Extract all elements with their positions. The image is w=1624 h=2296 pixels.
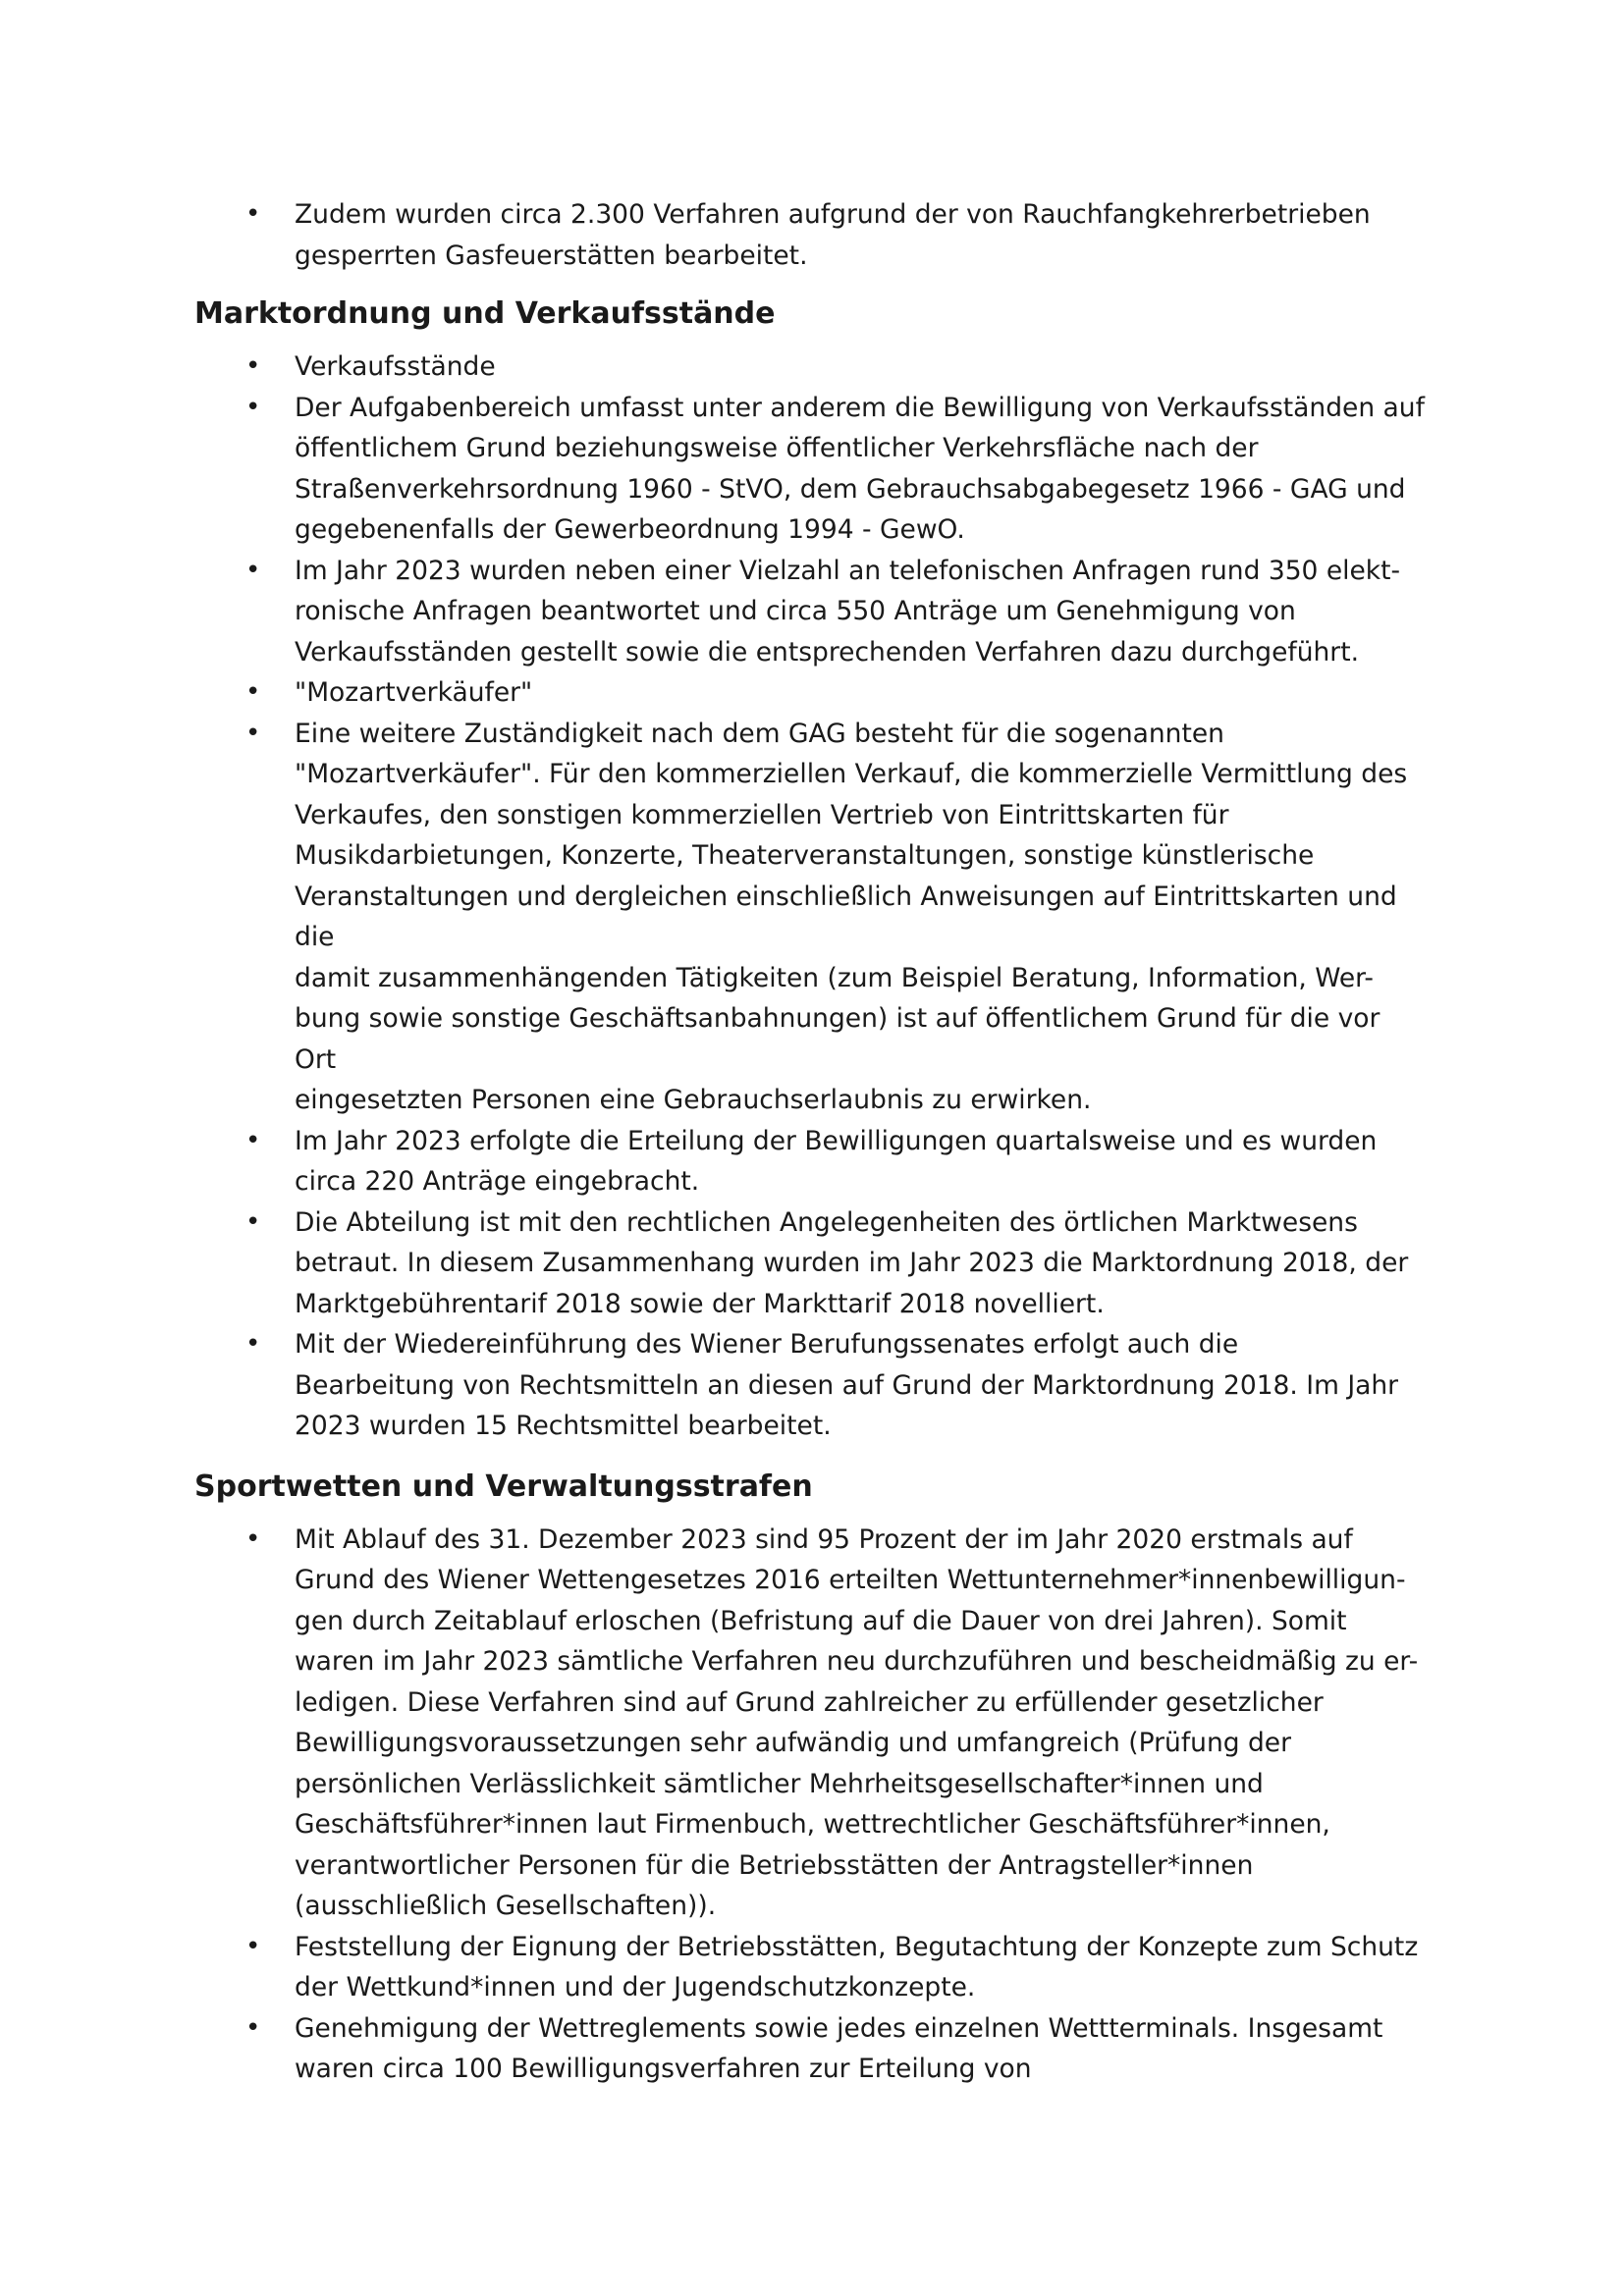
list-item-text: Der Aufgabenbereich umfasst unter anderem die Bewilligung von Verkaufsständen auf öffentlichem Grund beziehungsweise öffentlicher Verkehrsfläche nach der Straßenverkehrsordnung 1960 - StVO, dem Gebrauchsabgabegesetz 1966 - GAG und gegebenenfalls der Gewerbeordnung 1994 - GewO.	[295, 392, 1425, 545]
list-item	[194, 714, 1437, 1121]
bullet-icon: •	[245, 1329, 261, 1359]
list-item	[194, 672, 1437, 714]
bullet-icon: •	[245, 677, 261, 707]
list-item	[194, 194, 1437, 276]
list-item-text: Verkaufsstände	[295, 351, 496, 382]
list-item-text: Feststellung der Eignung der Betriebsstätten, Begutachtung der Konzepte zum Schutz der Wettkund*innen und der Jugendschutzkonzepte.	[295, 1931, 1419, 2002]
bullet-icon: •	[245, 1206, 261, 1237]
section-heading-marktordnung: Marktordnung und Verkaufsstände	[194, 296, 776, 331]
bullet-icon: •	[245, 1523, 261, 1554]
list-item-text: Genehmigung der Wettreglements sowie jedes einzelnen Wettterminals. Insgesamt waren circa 100 Bewilligungsverfahren zur Erteilung von	[295, 2012, 1383, 2084]
bullet-icon: •	[245, 351, 261, 381]
list-item	[194, 2008, 1437, 2090]
sportwetten-list	[194, 1520, 1471, 2090]
list-item	[194, 388, 1437, 551]
bullet-icon: •	[245, 555, 261, 585]
bullet-icon: •	[245, 392, 261, 422]
page-content	[194, 194, 1471, 2090]
bullet-icon: •	[245, 1125, 261, 1155]
bullet-icon: •	[245, 199, 261, 229]
list-item-text: Eine weitere Zuständigkeit nach dem GAG besteht für die sogenannten "Mozartverkäufer". Für den kommerziellen Verkauf, die kommerzielle Vermittlung des Verkaufes, den sonstigen kommerziellen Vertrieb von Eintrittskarten für Musikdarbietungen, Konzerte, Theaterveranstaltungen, sonstige künstlerische Veranstaltungen und dergleichen einschließlich Anweisungen auf Eintrittskarten und die damit zusammenhängenden Tätigkeiten (zum Beispiel Beratung, Information, Wer- bung sowie sonstige Geschäftsanbahnungen) ist auf öffentlichem Grund für die vor Ort eingesetzten Personen eine Gebrauchserlaubnis zu erwirken.	[295, 718, 1408, 1115]
section-heading-sportwetten: Sportwetten und Verwaltungsstrafen	[194, 1468, 813, 1504]
list-item-text: "Mozartverkäufer"	[295, 677, 533, 708]
list-item-text: Mit der Wiedereinführung des Wiener Berufungssenates erfolgt auch die Bearbeitung von Rechtsmitteln an diesen auf Grund der Marktordnung 2018. Im Jahr 2023 wurden 15 Rechtsmittel bearbeitet.	[295, 1329, 1399, 1441]
list-item	[194, 347, 1437, 388]
list-item-text: Die Abteilung ist mit den rechtlichen Angelegenheiten des örtlichen Marktwesens betraut. In diesem Zusammenhang wurden im Jahr 2023 die Marktordnung 2018, der Marktgebührentarif 2018 sowie der Markttarif 2018 novelliert.	[295, 1206, 1409, 1319]
list-item	[194, 1121, 1437, 1202]
bullet-icon: •	[245, 1931, 261, 1961]
marktordnung-list	[194, 347, 1471, 1447]
bullet-icon: •	[245, 718, 261, 748]
list-item-text: Im Jahr 2023 erfolgte die Erteilung der Bewilligungen quartalsweise und es wurden circa 220 Anträge eingebracht.	[295, 1125, 1378, 1197]
intro-list	[194, 194, 1471, 276]
list-item-text: Zudem wurden circa 2.300 Verfahren aufgrund der von Rauchfangkehrerbetrieben gesperrten Gasfeuerstätten bearbeitet.	[295, 199, 1371, 271]
list-item	[194, 1520, 1437, 1927]
bullet-icon: •	[245, 2012, 261, 2043]
list-item	[194, 551, 1437, 673]
list-item	[194, 1324, 1437, 1447]
list-item-text: Mit Ablauf des 31. Dezember 2023 sind 95 Prozent der im Jahr 2020 erstmals auf Grund des Wiener Wettengesetzes 2016 erteilten Wettunternehmer*innenbewilligun- gen durch Zeitablauf erloschen (Befristung auf die Dauer von drei Jahren). Somit waren im Jahr 2023 sämtliche Verfahren neu durchzuführen und bescheidmäßig zu er- ledigen. Diese Verfahren sind auf Grund zahlreicher zu erfüllender gesetzlicher Bewilligungsvoraussetzungen sehr aufwändig und umfangreich (Prüfung der persönlichen Verlässlichkeit sämtlicher Mehrheitsgesellschafter*innen und Geschäftsführer*innen laut Firmenbuch, wettrechtlicher Geschäftsführer*innen, verantwortlicher Personen für die Betriebsstätten der Antragsteller*innen (ausschließlich Gesellschaften)).	[295, 1523, 1419, 1921]
list-item-text: Im Jahr 2023 wurden neben einer Vielzahl an telefonischen Anfragen rund 350 elekt- ronische Anfragen beantwortet und circa 550 Anträge um Genehmigung von Verkaufsständen gestellt sowie die entsprechenden Verfahren dazu durchgeführt.	[295, 555, 1401, 667]
list-item	[194, 1927, 1437, 2008]
list-item	[194, 1202, 1437, 1325]
